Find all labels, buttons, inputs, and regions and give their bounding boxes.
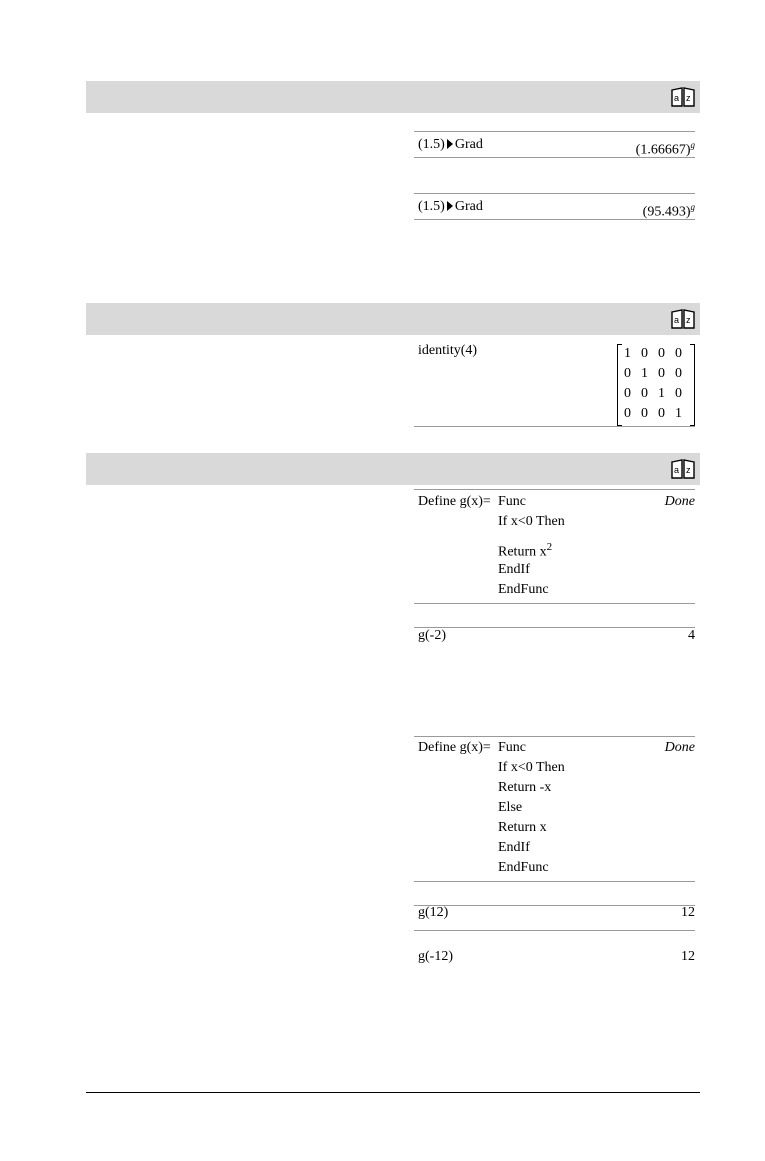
func-signature: g(x)= [459, 740, 491, 755]
func-call: g(-12) [418, 949, 453, 964]
svg-text:a: a [674, 93, 680, 103]
section-header-bar [86, 303, 700, 335]
code-line: Func [498, 740, 526, 755]
grad-input: (1.5) [418, 199, 445, 214]
call-row [414, 947, 695, 967]
define-keyword: Define [418, 494, 457, 509]
code-line: Return -x [498, 780, 552, 795]
catalog-book-icon [670, 86, 696, 108]
section-header-bar [86, 453, 700, 485]
convert-arrow-icon [447, 139, 453, 149]
code-line: Func [498, 494, 526, 509]
grad-result: (95.493) [642, 204, 691, 220]
func-signature: g(x)= [459, 494, 491, 509]
grad-op: Grad [454, 199, 483, 214]
code-line: EndIf [498, 562, 530, 577]
matrix-row: 0 1 0 0 [624, 366, 682, 381]
identity-matrix [617, 344, 695, 424]
define-result: Done [664, 740, 695, 755]
grad-result: (1.66667) [635, 142, 691, 158]
if-example-1 [414, 489, 695, 643]
call-row [414, 903, 695, 923]
exponent: 2 [546, 541, 553, 553]
grad-op: Grad [454, 137, 483, 152]
define-keyword: Define [418, 740, 457, 755]
convert-arrow-icon [447, 201, 453, 211]
grad-input: (1.5) [418, 137, 445, 152]
func-call: g(-2) [418, 628, 446, 643]
code-line: Else [498, 800, 523, 815]
func-body [498, 738, 565, 878]
grad-example-1 [414, 131, 695, 161]
matrix-row: 0 0 1 0 [624, 386, 682, 401]
grad-unit: g [690, 202, 695, 212]
grad-example-2 [414, 193, 695, 223]
identity-input: identity(4) [418, 343, 478, 358]
if-example-2 [414, 736, 695, 964]
func-call: g(12) [418, 905, 449, 920]
code-line: EndFunc [498, 582, 549, 597]
identity-example [414, 339, 695, 429]
matrix-row: 0 0 0 1 [624, 406, 682, 421]
svg-text:a: a [674, 315, 680, 325]
func-body [498, 492, 565, 600]
svg-text:a: a [674, 465, 680, 475]
matrix-row: 1 0 0 0 [624, 346, 682, 361]
catalog-book-icon [670, 308, 696, 330]
code-line: Return x [498, 820, 547, 835]
section-header-bar [86, 81, 700, 113]
define-result: Done [664, 494, 695, 509]
code-line: If x<0 Then [498, 514, 565, 529]
svg-text:z: z [686, 93, 691, 103]
catalog-book-icon [670, 458, 696, 480]
code-line: If x<0 Then [498, 760, 565, 775]
svg-text:z: z [686, 465, 691, 475]
call-result: 12 [681, 905, 695, 920]
footer-divider [86, 1092, 700, 1093]
code-line: Return x [498, 544, 547, 560]
code-line: EndFunc [498, 860, 549, 875]
code-line: EndIf [498, 840, 530, 855]
svg-text:z: z [686, 315, 691, 325]
call-result: 12 [681, 949, 695, 964]
call-result: 4 [688, 628, 695, 643]
grad-unit: g [690, 140, 695, 150]
